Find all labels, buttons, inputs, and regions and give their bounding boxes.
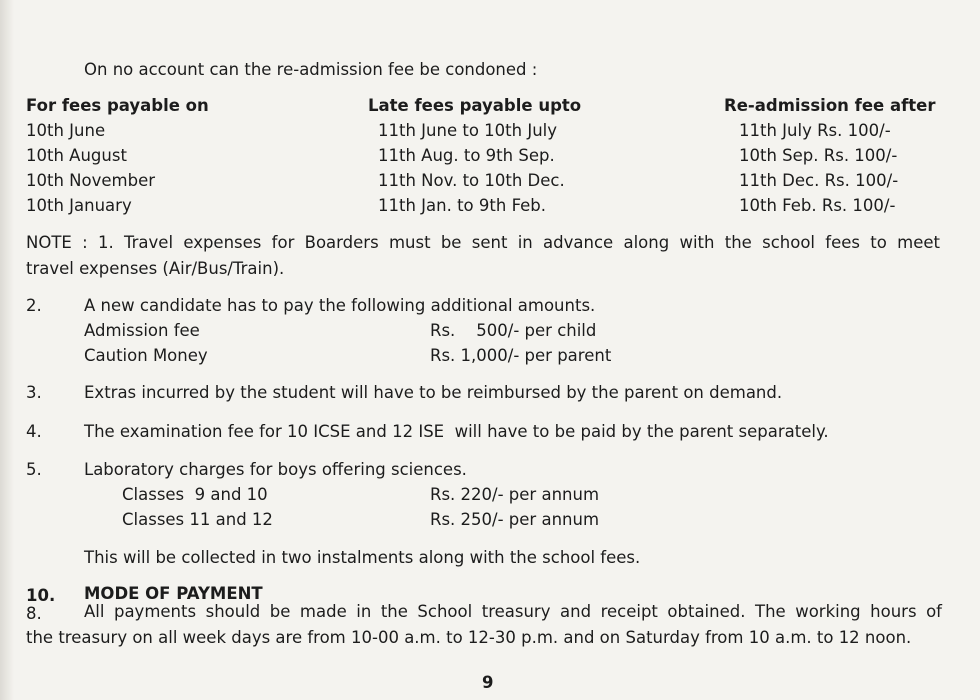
section-10-title: MODE OF PAYMENT bbox=[84, 584, 263, 603]
table-cell: 11th July Rs. 100/- bbox=[739, 121, 891, 140]
table-cell: 11th Jan. to 9th Feb. bbox=[378, 196, 547, 215]
intro-text: On no account can the re-admission fee be condoned : bbox=[84, 60, 538, 79]
table-cell: 11th Aug. to 9th Sep. bbox=[378, 146, 555, 165]
lab-classes-11-12-value: Rs. 250/- per annum bbox=[430, 510, 600, 529]
note-4-number: 4. bbox=[26, 422, 42, 441]
note-5-footer: This will be collected in two instalments along with the school fees. bbox=[84, 548, 641, 567]
para-8-line-1: All payments should be made in the School treasury and receipt obtained. The working hours of bbox=[84, 602, 942, 621]
lab-classes-9-10-value: Rs. 220/- per annum bbox=[430, 485, 600, 504]
note-4-text: The examination fee for 10 ICSE and 12 ISE will have to be paid by the parent separately. bbox=[84, 422, 829, 441]
section-10-number: 10. bbox=[26, 586, 56, 605]
table-cell: 11th June to 10th July bbox=[378, 121, 557, 140]
table-cell: 10th Feb. Rs. 100/- bbox=[739, 196, 896, 215]
table-cell: 10th November bbox=[26, 171, 156, 190]
note-3-text: Extras incurred by the student will have to be reimbursed by the parent on demand. bbox=[84, 383, 783, 402]
page-number: 9 bbox=[482, 673, 494, 692]
header-fees-payable-on: For fees payable on bbox=[26, 96, 209, 115]
note-3-number: 3. bbox=[26, 383, 42, 402]
caution-money-label: Caution Money bbox=[84, 346, 208, 365]
lab-classes-11-12-label: Classes 11 and 12 bbox=[122, 510, 273, 529]
header-late-fees: Late fees payable upto bbox=[368, 96, 582, 115]
admission-fee-label: Admission fee bbox=[84, 321, 200, 340]
note-2-text: A new candidate has to pay the following additional amounts. bbox=[84, 296, 596, 315]
note-1-line-2: travel expenses (Air/Bus/Train). bbox=[26, 259, 285, 278]
note-2-number: 2. bbox=[26, 296, 42, 315]
table-cell: 10th Sep. Rs. 100/- bbox=[739, 146, 898, 165]
caution-money-value: Rs. 1,000/- per parent bbox=[430, 346, 612, 365]
lab-classes-9-10-label: Classes 9 and 10 bbox=[122, 485, 268, 504]
table-cell: 10th August bbox=[26, 146, 127, 165]
para-8-line-2: the treasury on all week days are from 10-00 a.m. to 12-30 p.m. and on Saturday from 10 a.m. to 12 noon. bbox=[26, 628, 912, 647]
note-5-text: Laboratory charges for boys offering sciences. bbox=[84, 460, 467, 479]
table-cell: 11th Dec. Rs. 100/- bbox=[739, 171, 899, 190]
note-5-number: 5. bbox=[26, 460, 42, 479]
table-cell: 10th January bbox=[26, 196, 132, 215]
table-cell: 11th Nov. to 10th Dec. bbox=[378, 171, 565, 190]
para-8-number: 8. bbox=[26, 604, 42, 623]
admission-fee-value: Rs. 500/- per child bbox=[430, 321, 597, 340]
header-readmission-fee: Re-admission fee after bbox=[724, 96, 936, 115]
page-gutter-shadow bbox=[0, 0, 14, 700]
note-1-line-1: NOTE : 1. Travel expenses for Boarders must be sent in advance along with the school fees to meet bbox=[26, 233, 940, 252]
table-cell: 10th June bbox=[26, 121, 106, 140]
